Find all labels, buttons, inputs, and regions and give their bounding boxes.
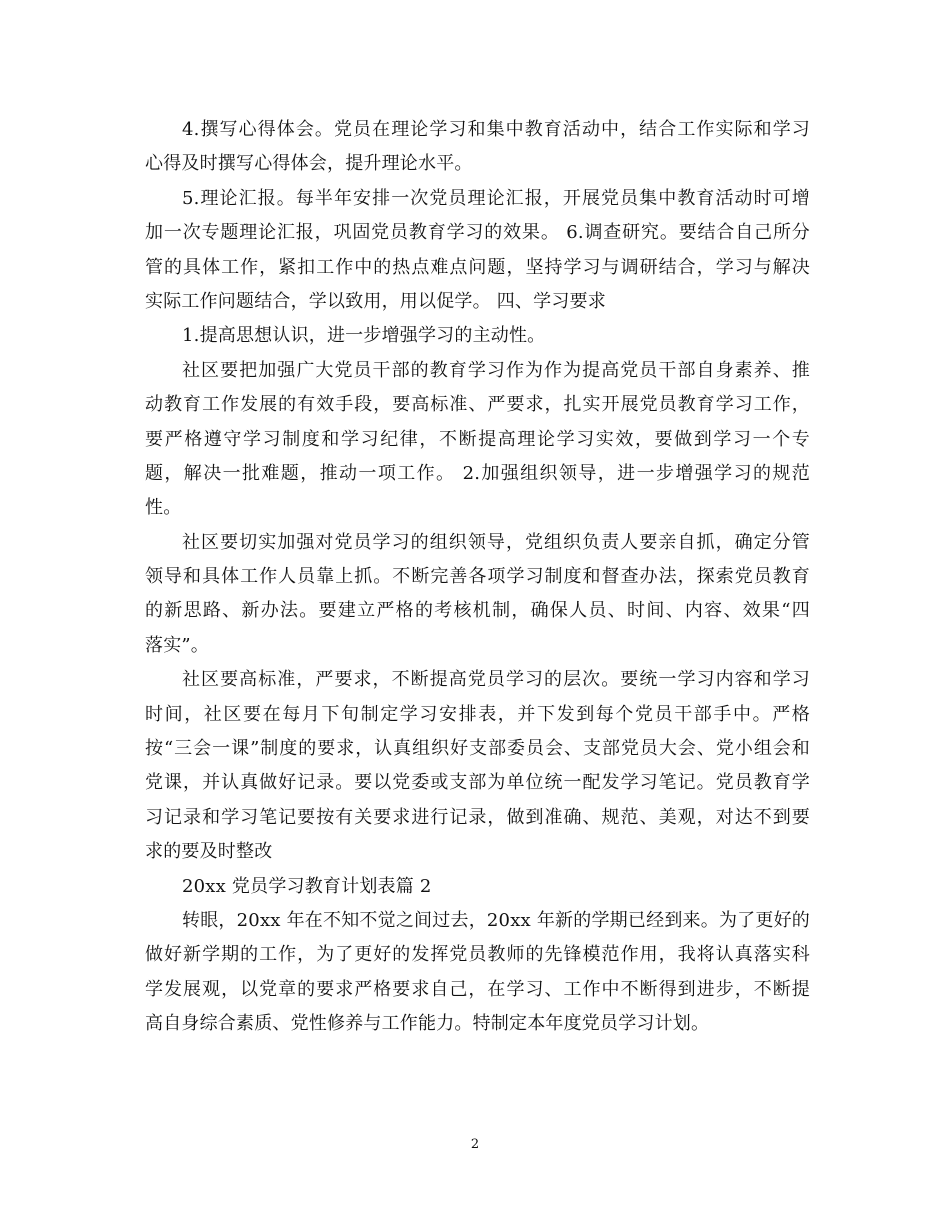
text-line: 习记录和学习笔记要按有关要求进行记录，做到准确、规范、美观，对达不到要 — [145, 806, 810, 828]
text-line: 按“三会一课”制度的要求，认真组织好支部委员会、支部党员大会、党小组会和 — [145, 738, 810, 760]
text-line: 时间，社区要在每月下旬制定学习安排表，并下发到每个党员干部手中。严格 — [145, 703, 810, 725]
text-line: 性。 — [145, 497, 182, 519]
text-line: 4.撰写心得体会。党员在理论学习和集中教育活动中，结合工作实际和学习 — [182, 119, 810, 140]
text-line: 要严格遵守学习制度和学习纪律，不断提高理论学习实效，要做到学习一个专 — [145, 428, 810, 450]
text-line: 的新思路、新办法。要建立严格的考核机制，确保人员、时间、内容、效果“四 — [145, 600, 810, 622]
text-line: 动教育工作发展的有效手段，要高标准、严要求，扎实开展党员教育学习工作， — [145, 394, 810, 416]
text-line: 社区要把加强广大党员干部的教育学习作为作为提高党员干部自身素养、推 — [182, 359, 810, 381]
page-number: 2 — [470, 1137, 480, 1152]
text-line: 做好新学期的工作，为了更好的发挥党员教师的先锋模范作用，我将认真落实科 — [145, 944, 810, 966]
text-line: 求的要及时整改 — [145, 841, 273, 863]
text-line: 加一次专题理论汇报，巩固党员教育学习的效果。 6.调查研究。要结合自己所分 — [145, 222, 810, 244]
text-line: 社区要切实加强对党员学习的组织领导，党组织负责人要亲自抓，确定分管 — [182, 531, 810, 553]
text-line: 领导和具体工作人员靠上抓。不断完善各项学习制度和督查办法，探索党员教育 — [145, 566, 810, 588]
text-line: 题，解决一批难题，推动一项工作。 2.加强组织领导，进一步增强学习的规范 — [145, 462, 810, 484]
text-line: 20xx 党员学习教育计划表篇 2 — [182, 875, 432, 897]
text-line: 心得及时撰写心得体会，提升理论水平。 — [145, 153, 473, 175]
text-line: 1.提高思想认识，进一步增强学习的主动性。 — [182, 325, 546, 347]
text-line: 党课，并认真做好记录。要以党委或支部为单位统一配发学习笔记。党员教育学 — [145, 772, 810, 794]
text-line: 社区要高标准，严要求，不断提高党员学习的层次。要统一学习内容和学习 — [182, 669, 810, 691]
text-line: 5.理论汇报。每半年安排一次党员理论汇报，开展党员集中教育活动时可增 — [182, 187, 810, 209]
text-line: 转眼，20xx 年在不知不觉之间过去，20xx 年新的学期已经到来。为了更好的 — [182, 909, 810, 931]
document-body — [145, 113, 810, 1042]
text-line: 落实”。 — [145, 634, 210, 656]
text-line: 管的具体工作，紧扣工作中的热点难点问题，坚持学习与调研结合，学习与解决 — [145, 256, 810, 278]
text-line: 高自身综合素质、党性修养与工作能力。特制定本年度党员学习计划。 — [145, 1013, 710, 1035]
text-line: 实际工作问题结合，学以致用，用以促学。 四、学习要求 — [145, 290, 606, 312]
text-line: 学发展观，以党章的要求严格要求自己，在学习、工作中不断得到进步，不断提 — [145, 978, 810, 1000]
